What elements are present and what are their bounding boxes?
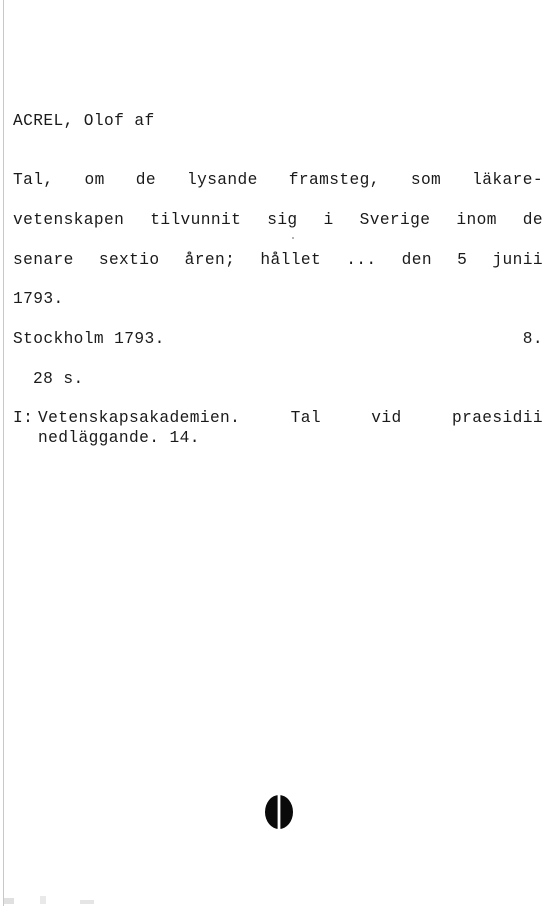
imprint-place-year: Stockholm 1793.	[13, 330, 165, 348]
paper-speck	[292, 237, 294, 239]
punch-hole-icon	[264, 794, 294, 830]
scan-artifact	[0, 892, 120, 906]
title-line-3: senare sextio åren; hållet ... den 5 junii	[13, 251, 543, 269]
pagination: 28 s.	[33, 370, 84, 388]
author-heading: ACREL, Olof af	[13, 112, 155, 130]
title-line-2: vetenskapen tilvunnit sig i Sverige inom de	[13, 211, 543, 229]
series-text	[38, 408, 543, 448]
format: 8.	[522, 330, 543, 348]
title-line-4: 1793.	[13, 290, 64, 308]
series-line-1: Vetenskapsakademien. Tal vid praesidii	[38, 409, 543, 427]
card-edge	[3, 0, 4, 906]
title-line-1: Tal, om de lysande framsteg, som läkare-	[13, 171, 543, 189]
series-line-2: nedläggande. 14.	[38, 429, 200, 447]
series-note	[13, 408, 543, 448]
imprint-line	[13, 329, 543, 349]
series-prefix: I:	[13, 409, 34, 427]
